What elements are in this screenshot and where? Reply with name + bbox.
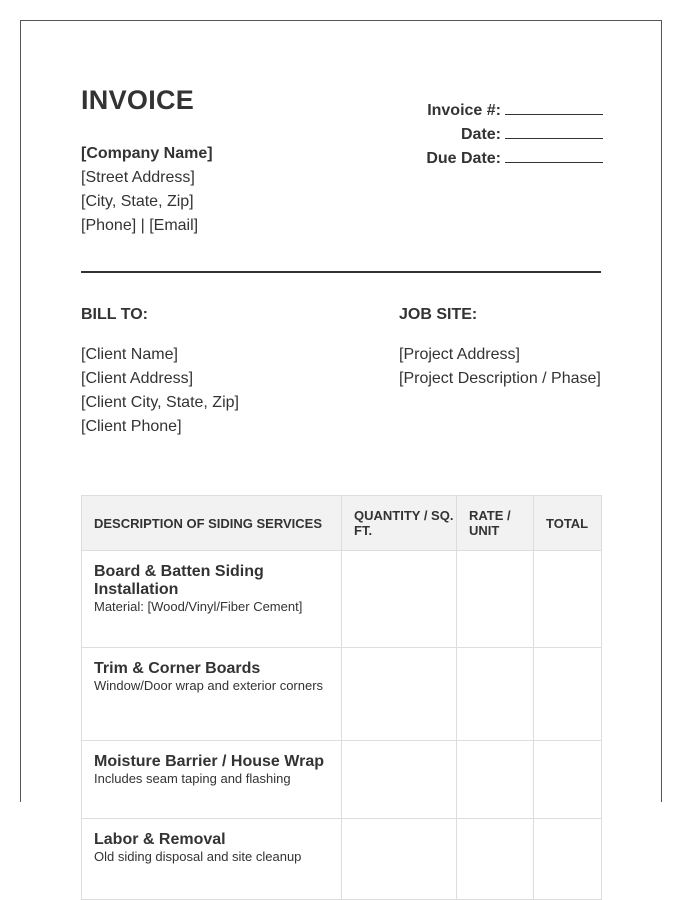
total-cell[interactable] <box>534 741 602 819</box>
total-cell[interactable] <box>534 648 602 741</box>
header-description: DESCRIPTION OF SIDING SERVICES <box>82 496 342 551</box>
client-name: [Client Name] <box>81 346 178 363</box>
services-table <box>81 495 602 900</box>
bill-to-heading: BILL TO: <box>81 306 148 323</box>
table-row <box>82 819 602 900</box>
rate-cell[interactable] <box>457 819 534 900</box>
invoice-number-label: Invoice #: <box>427 102 501 119</box>
item-subtitle: Old siding disposal and site cleanup <box>94 849 302 864</box>
description-cell <box>82 819 342 900</box>
company-city: [City, State, Zip] <box>81 193 194 210</box>
table-row <box>82 741 602 819</box>
table-row <box>82 648 602 741</box>
rate-cell[interactable] <box>457 551 534 648</box>
bill-to-details <box>81 343 239 439</box>
invoice-number-row <box>426 99 603 123</box>
due-date-row <box>426 147 603 171</box>
client-city: [Client City, State, Zip] <box>81 394 239 411</box>
rate-cell[interactable] <box>457 648 534 741</box>
quantity-cell[interactable] <box>342 551 457 648</box>
invoice-title: INVOICE <box>81 85 195 115</box>
rate-cell[interactable] <box>457 741 534 819</box>
invoice-meta <box>426 99 603 171</box>
date-blank[interactable] <box>505 124 603 139</box>
project-description: [Project Description / Phase] <box>399 370 601 387</box>
project-address: [Project Address] <box>399 346 520 363</box>
header-quantity: QUANTITY / SQ. FT. <box>342 496 457 551</box>
invoice-page <box>20 20 662 864</box>
header-divider <box>81 271 601 273</box>
date-row <box>426 123 603 147</box>
due-date-blank[interactable] <box>505 148 603 163</box>
quantity-cell[interactable] <box>342 741 457 819</box>
item-title: Board & Batten Siding Installation <box>94 563 264 598</box>
quantity-cell[interactable] <box>342 819 457 900</box>
company-street: [Street Address] <box>81 169 195 186</box>
total-cell[interactable] <box>534 551 602 648</box>
item-title: Labor & Removal <box>94 831 226 848</box>
table-row <box>82 551 602 648</box>
client-address: [Client Address] <box>81 370 194 387</box>
header-rate: RATE / UNIT <box>457 496 534 551</box>
company-info <box>81 142 213 238</box>
description-cell <box>82 741 342 819</box>
description-cell <box>82 648 342 741</box>
quantity-cell[interactable] <box>342 648 457 741</box>
item-title: Trim & Corner Boards <box>94 660 261 677</box>
table-header-row <box>82 496 602 551</box>
item-subtitle: Includes seam taping and flashing <box>94 771 291 786</box>
due-date-label: Due Date: <box>426 150 501 167</box>
job-site-heading: JOB SITE: <box>399 306 478 323</box>
invoice-number-blank[interactable] <box>505 100 603 115</box>
item-subtitle: Window/Door wrap and exterior corners <box>94 678 324 693</box>
job-site-details <box>399 343 601 391</box>
date-label: Date: <box>460 126 501 143</box>
item-title: Moisture Barrier / House Wrap <box>94 753 324 770</box>
item-subtitle: Material: [Wood/Vinyl/Fiber Cement] <box>94 599 303 614</box>
company-name: [Company Name] <box>81 145 213 162</box>
header-total: TOTAL <box>534 496 602 551</box>
total-cell[interactable] <box>534 819 602 900</box>
description-cell <box>82 551 342 648</box>
client-phone: [Client Phone] <box>81 418 182 435</box>
company-contact: [Phone] | [Email] <box>81 217 199 234</box>
